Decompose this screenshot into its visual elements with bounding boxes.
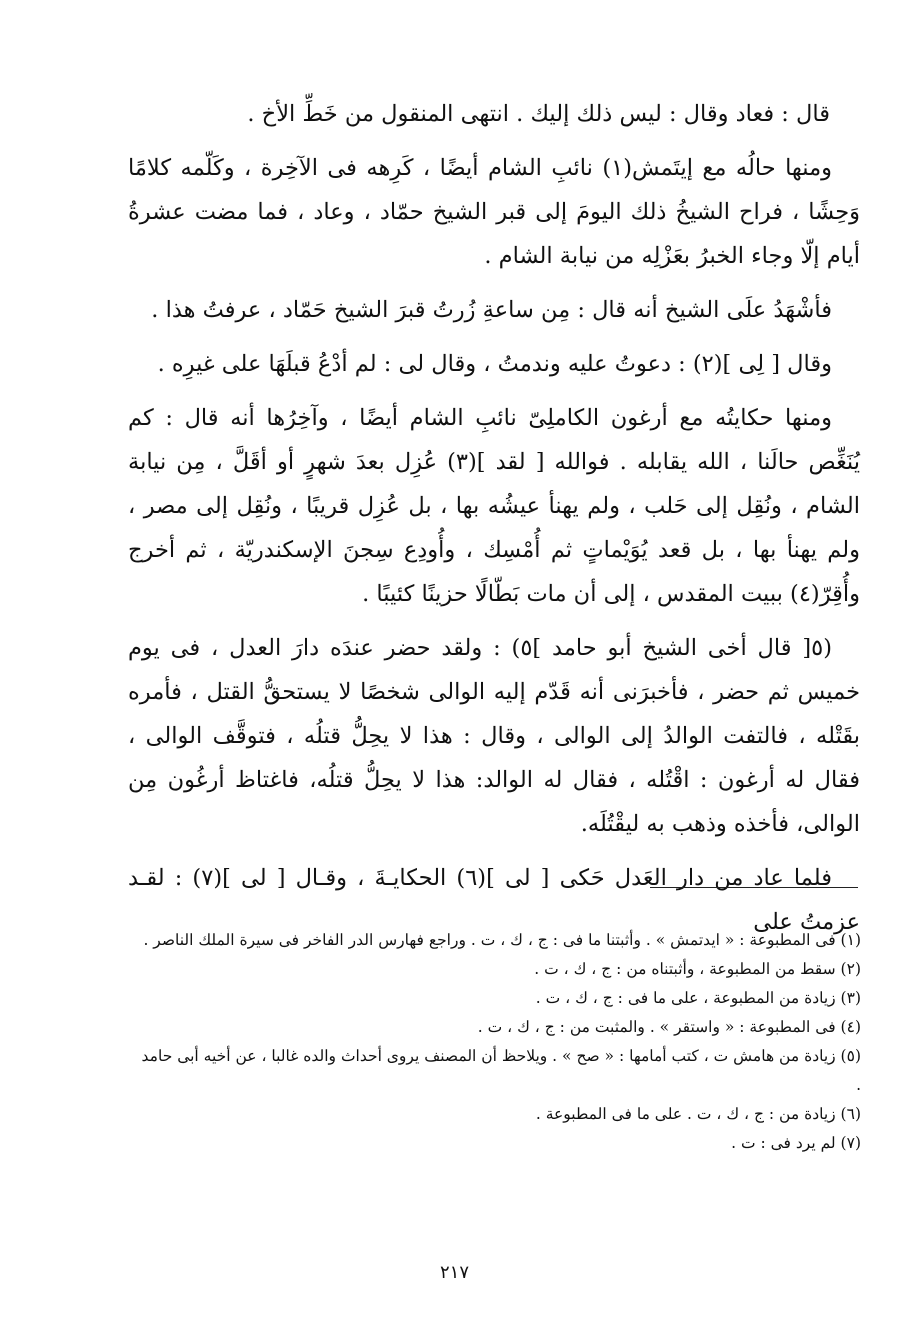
footnotes [135, 926, 861, 1158]
paragraph-4: وقال [ لِى ](٢) : دعوتُ عليه وندمتُ ، وقال لى : لم أدْعُ قبلَهَا على غيرِه . [157, 351, 832, 377]
footnote-5: (٥) زيادة من هامش ت ، كتب أمامها : « صح » . ويلاحظ أن المصنف يروى أحداث والده غالبا ، عن أخيه أبى حامد . [141, 1047, 861, 1094]
footnote-7: (٧) لم يرد فى : ت . [731, 1134, 861, 1152]
paragraph-3: فأشْهَدُ علَى الشيخ أنه قال : مِن ساعةِ زُرتُ قبرَ الشيخ حَمّاد ، عرفتُ هذا . [151, 297, 832, 323]
footnote-6: (٦) زيادة من : ج ، ك ، ت . على ما فى المطبوعة . [535, 1105, 861, 1123]
footnote-2: (٢) سقط من المطبوعة ، وأثبتناه من : ج ، ك ، ت . [534, 960, 861, 978]
paragraph-2: ومنها حالُه مع إيتَمش(١) نائبِ الشام أيضًا ، كَرِهه فى الآخِرة ، وكَلّمه كلامًا وَحِشًا ، فراح الشيخُ ذلك اليومَ إلى قبر الشيخ حمّاد ، وعاد ، فما مضت عشرةُ أيام إلّا وجاء الخبرُ بعَزْلِه من نيابة الشام . [128, 155, 860, 269]
footnote-3: (٣) زيادة من المطبوعة ، على ما فى : ج ، ك ، ت . [535, 989, 861, 1007]
paragraph-5: ومنها حكايتُه مع أرغون الكاملِىّ نائبِ الشام أيضًا ، وآخِرُها أنه قال : كم يُنَغِّص حالَنا ، الله يقابله . فوالله [ لقد ](٣) عُزِل بعدَ شهرٍ أو أقَلَّ ، مِن نيابة الشام ، ونُقِل إلى حَلب ، ولم يهنأ عيشُه بها ، بل عُزِل قريبًا ، ونُقِل إلى مصر ، ولم يهنأ بها ، بل قعد يُوَيْماتٍ ثم أُمْسِك ، وأُودِع سِجنَ الإسكندريّة ، ثم أخرج وأُقِرّ(٤) ببيت المقدس ، إلى أن مات بَطّالًا حزينًا كئيبًا . [128, 405, 860, 607]
page-number: ٢١٧ [439, 1262, 469, 1283]
main-text [128, 92, 860, 954]
footnote-separator [650, 887, 858, 888]
footnote-4: (٤) فى المطبوعة : « واستقر » . والمثبت من : ج ، ك ، ت . [477, 1018, 861, 1036]
paragraph-1: قال : فعاد وقال : ليس ذلك إليك . انتهى المنقول من خَطِّ الأخ . [247, 101, 830, 127]
footnote-1: (١) فى المطبوعة : « ايدتمش » . وأثبتنا ما فى : ج ، ك ، ت . وراجع فهارس الدر الفاخر فى سيرة الملك الناصر . [143, 931, 861, 949]
paragraph-6: (٥[ قال أخى الشيخ أبو حامد ]٥) : ولقد حضر عندَه دارَ العدل ، فى يوم خميس ثم حضر ، فأخبرَنى أنه قَدّم إليه الوالى شخصًا لا يستحقُّ القتل ، فأمره بقَتْله ، فالتفت الوالدُ إلى الوالى ، وقال : هذا لا يحِلُّ قتلُه ، فتوقَّف الوالى ، فقال له أرغون : اقْتُله ، فقال له الوالد: هذا لا يحِلُّ قتلُه، فاغتاظ أرغُون مِن الوالى، فأخذه وذهب به ليقْتُلَه. [128, 635, 860, 837]
paragraph-7: فلما عاد من دار العَدل حَكى [ لى ](٦) الحكايـةَ ، وقـال [ لى ](٧) : لقـد عزمتُ على [128, 865, 860, 935]
